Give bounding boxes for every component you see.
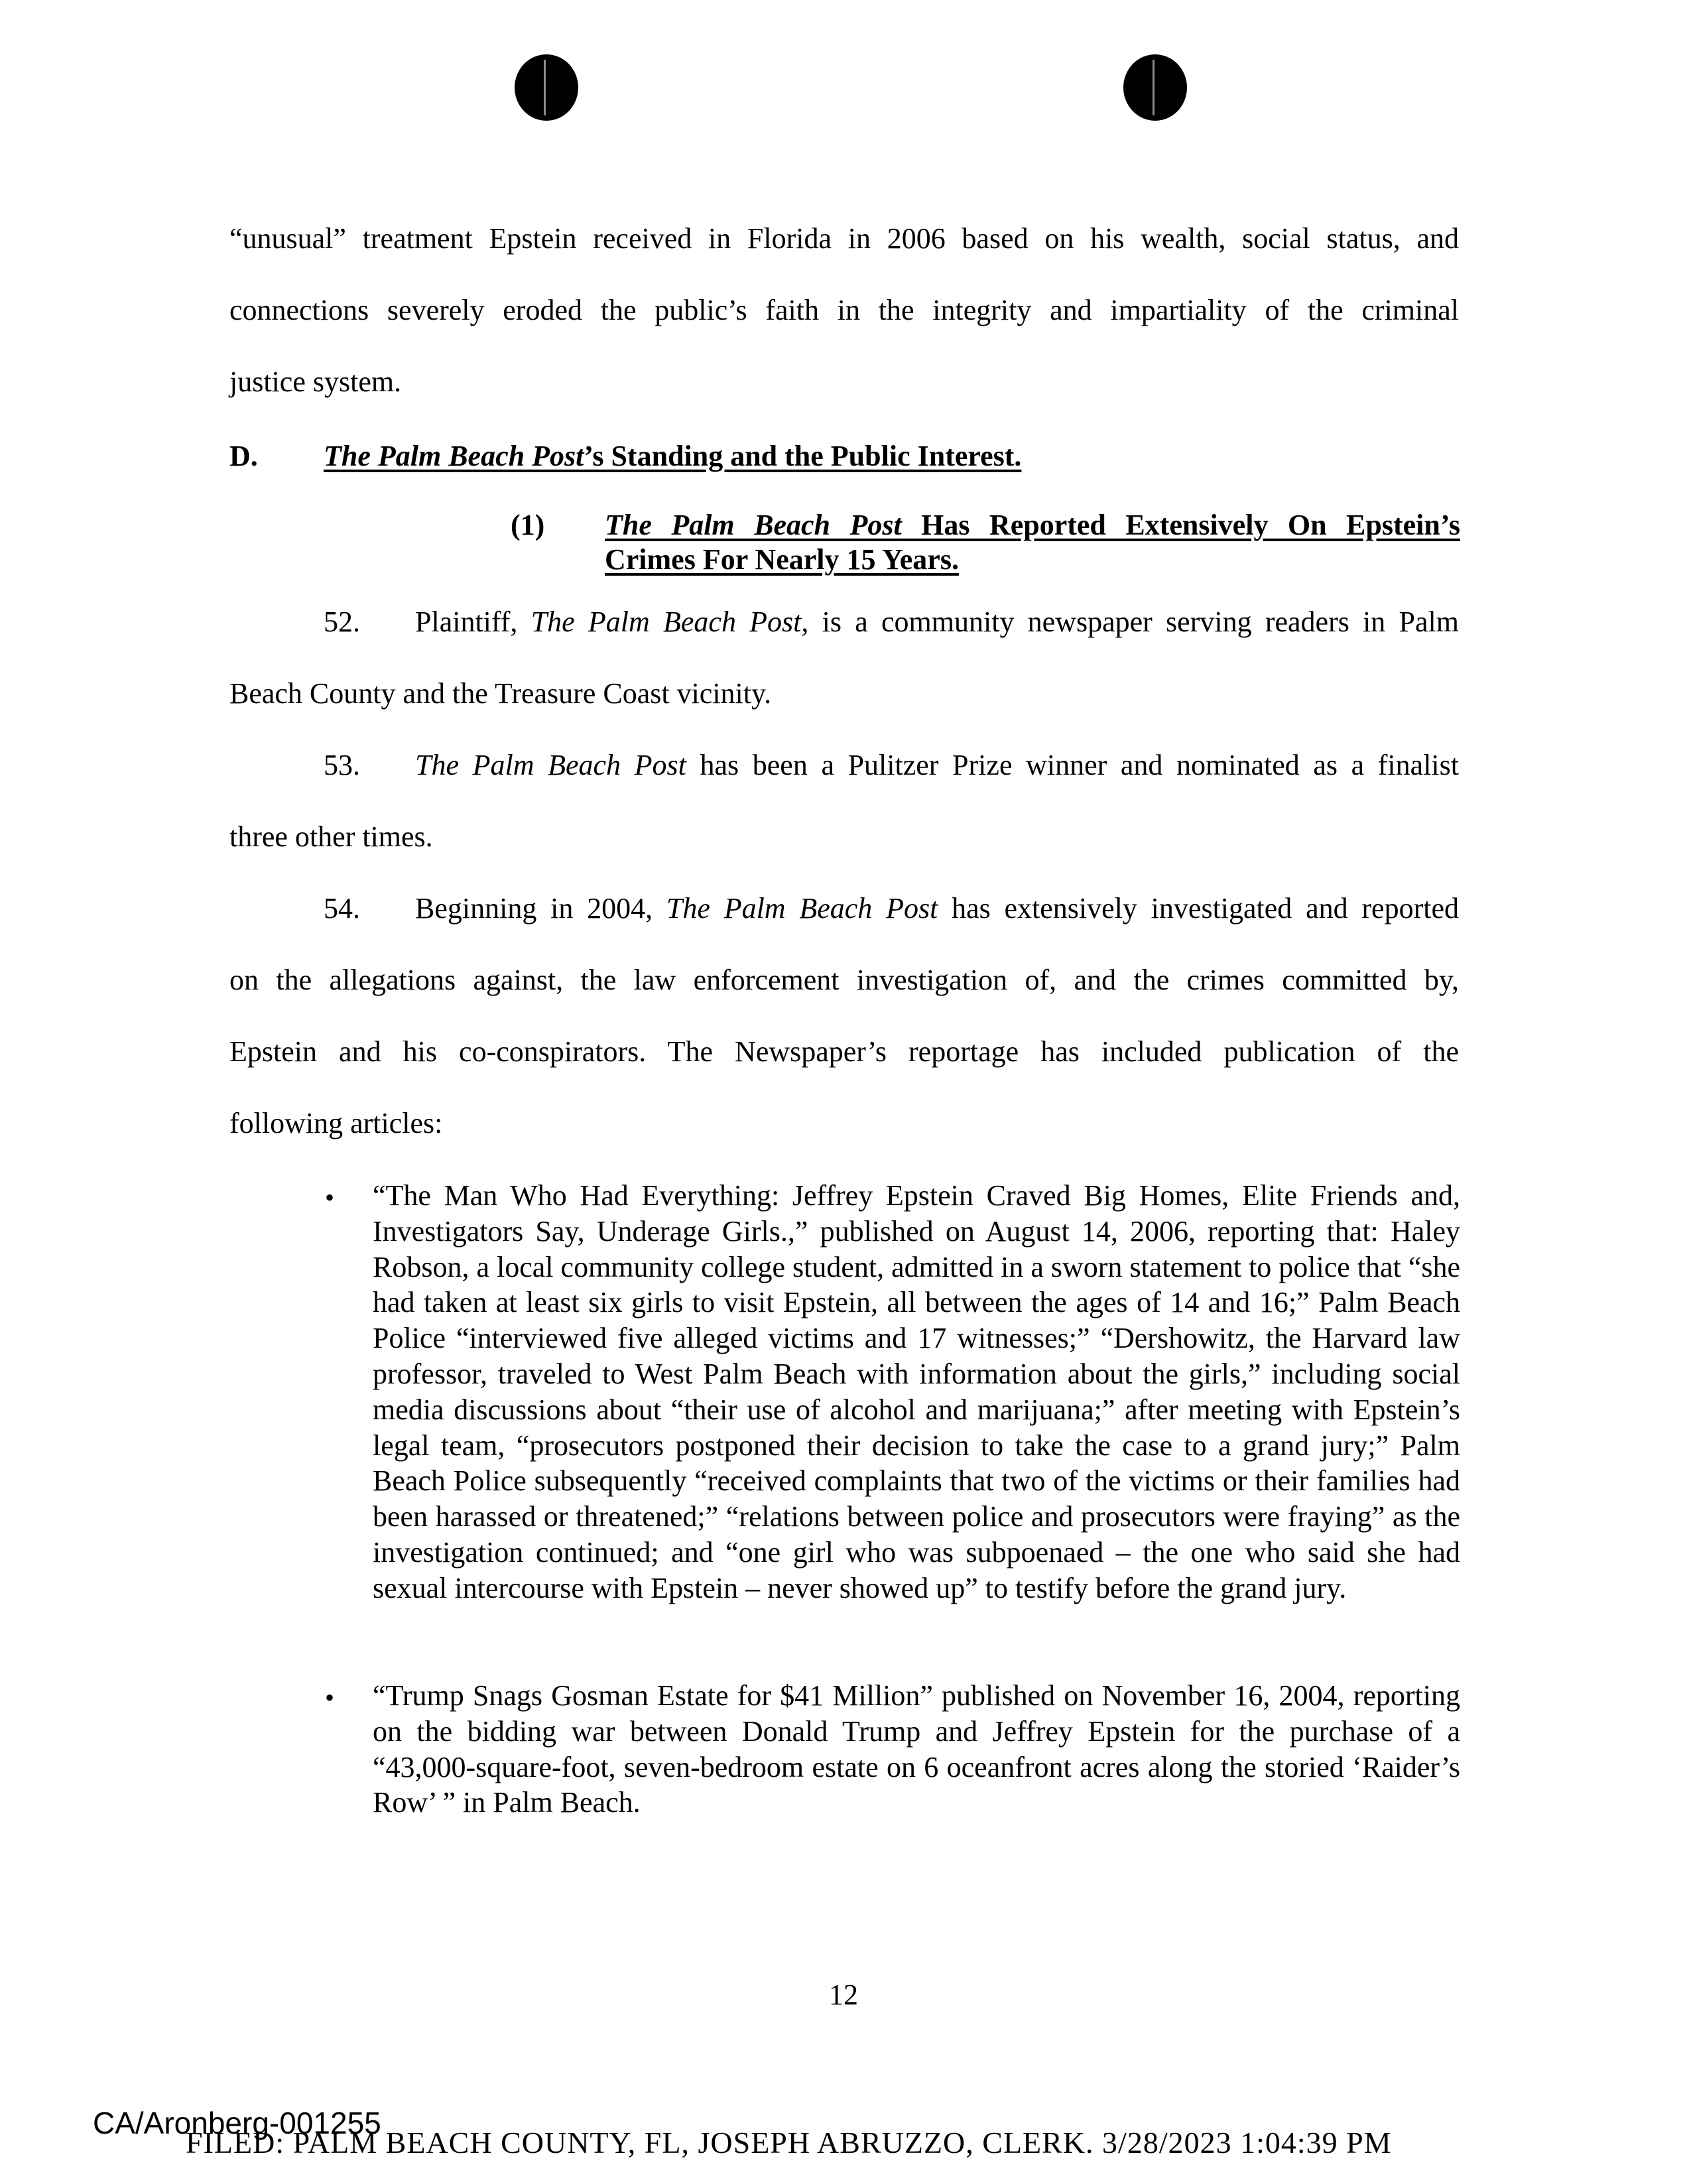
para-53-line-1 [415,748,1459,783]
hole-punch-right [1123,54,1187,121]
section-d-title [324,439,1021,473]
subsection-title [605,508,1460,577]
para-52-number: 52. [324,606,360,638]
para-53-line-2: three other times. [229,820,433,853]
bullet-glyph-2: • [325,1683,335,1712]
page-number: 12 [829,1978,858,2011]
subsection-number: (1) [511,509,545,541]
section-d-letter: D. [229,440,258,472]
para-54-italic: The Palm Beach Post [666,892,938,925]
para-54-post: has extensively investigated and reported [938,892,1459,925]
para-54-line-3: Epstein and his co-conspirators. The Newspaper’s reportage has included publication of the [229,1035,1459,1068]
para-52-line-2: Beach County and the Treasure Coast vicinity. [229,677,772,710]
bullet-article-1: “The Man Who Had Everything: Jeffrey Epstein Craved Big Homes, Elite Friends and, Investigators Say, Underage Girls.,” published on August 14, 2006, reporting that: Haley Robson, a local community college student, admitted in a sworn statement to police that “she had taken at least six girls to visit Epstein, all between the ages of 14 and 16;” Palm Beach Police “interviewed five alleged victims and 17 witnesses;” “Dershowitz, the Harvard law professor, traveled to West Palm Beach with information about the girls,” including social media discussions about “their use of alcohol and marijuana;” after meeting with Epstein’s legal team, “prosecutors postponed their decision to take the case to a grand jury;” Palm Beach Police subsequently “received complaints that two of the victims or their families had been harassed or threatened;” “relations between police and prosecutors were fraying” as the investigation continued; and “one girl who was subpoenaed – the one who said she had sexual intercourse with Epstein – never showed up” to testify before the grand jury. [373,1179,1460,1604]
bullet-article-2: “Trump Snags Gosman Estate for $41 Million” published on November 16, 2004, reporting on the bidding war between Donald Trump and Jeffrey Epstein for the purchase of a “43,000-square-foot, seven-bedroom estate on 6 oceanfront acres along the storied ‘Raider’s Row’ ” in Palm Beach. [373,1679,1460,1819]
filed-stamp: FILED: PALM BEACH COUNTY, FL, JOSEPH ABRUZZO, CLERK. 3/28/2023 1:04:39 PM [186,2126,1392,2159]
para-53-italic: The Palm Beach Post [415,749,686,781]
para-54-number: 54. [324,892,360,925]
intro-line-2: connections severely eroded the public’s faith in the integrity and impartiality of the criminal [229,294,1459,326]
para-52-line-1 [415,605,1459,639]
subsection-title-italic: The Palm Beach Post [605,509,902,541]
para-52-italic: The Palm Beach Post [531,606,802,638]
para-52-pre: Plaintiff, [415,606,531,638]
para-54-line-1 [415,891,1459,926]
bullet-glyph-1: • [325,1183,335,1212]
para-53-post: has been a Pulitzer Prize winner and nominated as a finalist [686,749,1459,781]
section-d-title-rest: ’s Standing and the Public Interest. [584,440,1022,472]
intro-line-3: justice system. [229,365,402,398]
intro-line-1: “unusual” treatment Epstein received in Florida in 2006 based on his wealth, social status, and [229,222,1459,255]
para-54-line-2: on the allegations against, the law enforcement investigation of, and the crimes committed by, [229,964,1459,996]
bates-number: CA/Aronberg-001255 [93,2106,381,2140]
hole-punch-left [515,54,578,121]
para-52-post: , is a community newspaper serving readers in Palm [801,606,1459,638]
para-54-line-4: following articles: [229,1107,443,1139]
para-53-number: 53. [324,749,360,781]
para-54-pre: Beginning in 2004, [415,892,666,925]
section-d-title-italic: The Palm Beach Post [324,440,584,472]
subsection-title-rest: Has Reported Extensively On Epstein’s Crimes For Nearly 15 Years. [605,509,1460,576]
